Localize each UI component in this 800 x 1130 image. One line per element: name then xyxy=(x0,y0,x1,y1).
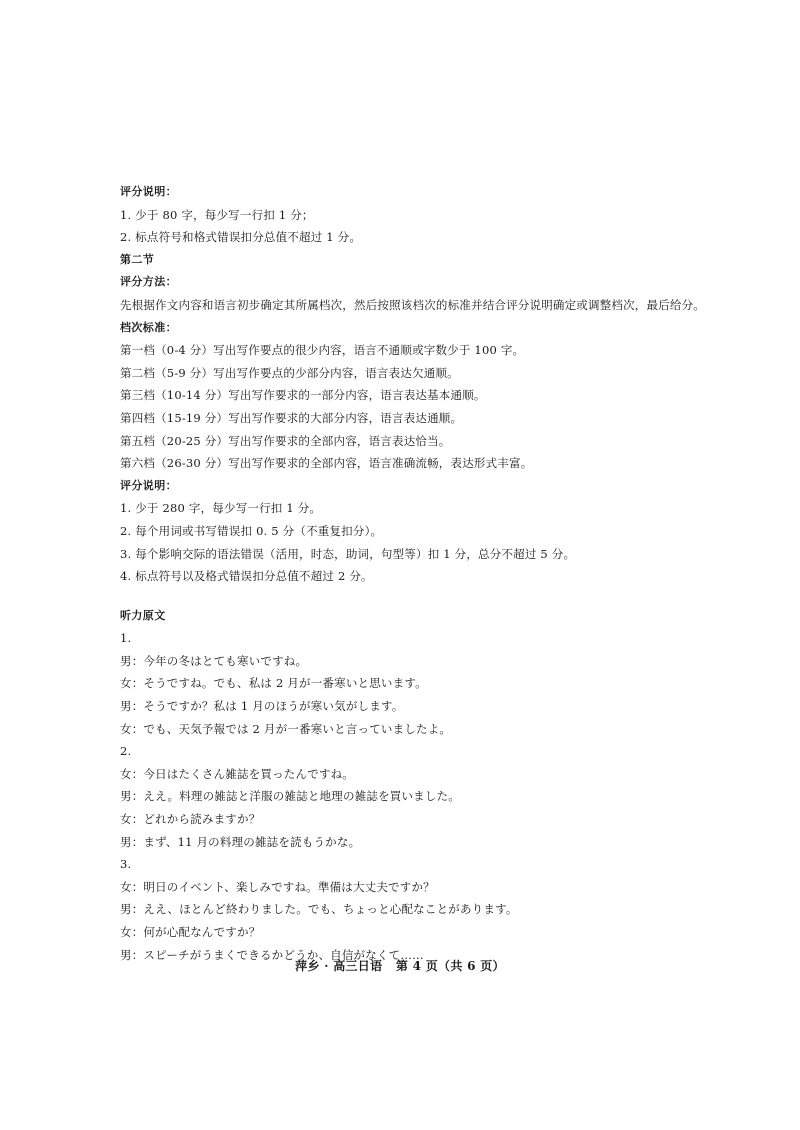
dialogue-number: 1. xyxy=(120,631,132,646)
grade-level: 第一档（0-4 分）写出写作要点的很少内容，语言不通顺或字数少于 100 字。 xyxy=(120,343,525,358)
dialogue-line: 男：スピーチがうまくできるかどうか、自信がなくて…… xyxy=(120,947,424,962)
dialogue-line: 男：まず、11 月の料理の雑誌を読もうかな。 xyxy=(120,834,361,849)
dialogue-line: 女：何が心配なんですか？ xyxy=(120,925,261,939)
scoring-method-text: 先根据作文内容和语言初步确定其所属档次，然后按照该档次的标准并结合评分说明确定或调整档次，最后给分。 xyxy=(120,297,705,312)
dialogue-number: 2. xyxy=(120,744,132,759)
scoring-note: 2. 每个用词或书写错误扣 0. 5 分（不重复扣分）。 xyxy=(120,523,383,538)
grade-level: 第二档（5-9 分）写出写作要点的少部分内容，语言表达欠通顺。 xyxy=(120,365,459,380)
dialogue-number: 3. xyxy=(120,857,132,872)
scoring-note: 3. 每个影响交际的语法错误（活用，时态，助词，句型等）扣 1 分，总分不超过 5 分。 xyxy=(120,546,576,561)
scoring-notes-heading: 评分说明： xyxy=(120,185,177,198)
grade-standards-heading: 档次标准： xyxy=(120,320,177,334)
dialogue-line: 女：そうですね。でも、私は 2 月が一番寒いと思います。 xyxy=(120,676,427,691)
dialogue-line: 女：明日のイベント、楽しみですね。準備は大丈夫ですか？ xyxy=(120,879,435,894)
scoring-note: 4. 标点符号以及格式错误扣分总值不超过 2 分。 xyxy=(120,569,373,584)
scoring-notes-heading: 评分说明： xyxy=(120,478,177,492)
dialogue-line: 女：どれから読みますか？ xyxy=(120,812,261,827)
grade-level: 第四档（15-19 分）写出写作要求的大部分内容，语言表达通顺。 xyxy=(120,410,463,425)
page-content xyxy=(120,181,720,966)
footer-page-info: 萍乡 · 高三日语 第 4 页（共 6 页） xyxy=(295,959,505,973)
grade-level: 第六档（26-30 分）写出写作要求的全部内容，语言准确流畅，表达形式丰富。 xyxy=(120,456,533,471)
dialogue-line: 男：そうですか？私は 1 月のほうが寒い気がします。 xyxy=(120,699,404,714)
scoring-method-heading: 评分方法： xyxy=(120,275,177,289)
dialogue-line: 女：今日はたくさん雑誌を買ったんですね。 xyxy=(120,766,354,781)
dialogue-line: 男：ええ、ほとんど終わりました。でも、ちょっと心配なことがあります。 xyxy=(120,902,518,917)
grade-level: 第五档（20-25 分）写出写作要求的全部内容，语言表达恰当。 xyxy=(120,433,451,448)
listening-script-heading: 听力原文 xyxy=(120,608,166,622)
page-footer xyxy=(0,957,800,974)
dialogue-line: 男：ええ。料理の雑誌と洋服の雑誌と地理の雑誌を買いました。 xyxy=(120,789,460,804)
dialogue-line: 男：今年の冬はとても寒いですね。 xyxy=(120,653,308,668)
scoring-note: 2. 标点符号和格式错误扣分总值不超过 1 分。 xyxy=(120,230,362,245)
grade-level: 第三档（10-14 分）写出写作要求的一部分内容，语言表达基本通顺。 xyxy=(120,388,486,403)
scoring-note: 1. 少于 80 字，每少写一行扣 1 分； xyxy=(120,207,314,222)
scoring-note: 1. 少于 280 字，每少写一行扣 1 分。 xyxy=(120,501,322,516)
dialogue-line: 女：でも、天気予報では 2 月が一番寒いと言っていましたよ。 xyxy=(120,721,452,736)
section-heading: 第二节 xyxy=(120,252,155,266)
section-spacer xyxy=(120,588,720,605)
